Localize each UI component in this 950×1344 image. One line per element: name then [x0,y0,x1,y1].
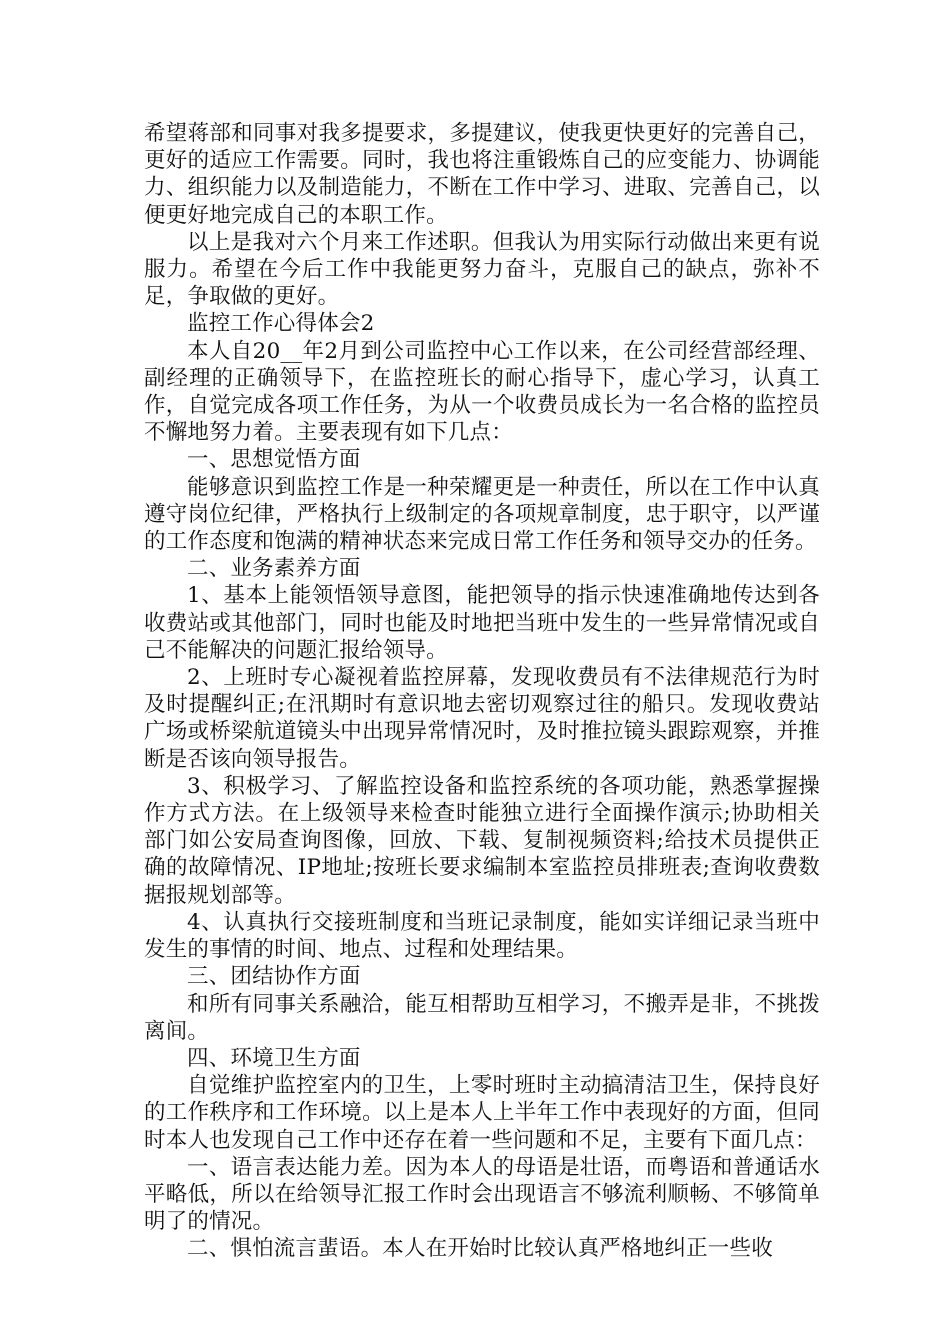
paragraph-2: 以上是我对六个月来工作述职。但我认为用实际行动做出来更有说服力。希望在今后工作中我能更努力奋斗，克服自己的缺点，弥补不足，争取做的更好。 [144,229,820,310]
section-title: 监控工作心得体会2 [187,311,375,337]
paragraph-item-4: 4、认真执行交接班制度和当班记录制度，能如实详细记录当班中发生的事情的时间、地点、过程和处理结果。 [144,909,820,963]
paragraph-issue-2: 二、惧怕流言蜚语。本人在开始时比较认真严格地纠正一些收 [187,1236,773,1262]
heading-professional: 二、业务素养方面 [187,556,361,582]
paragraph-item-2: 2、上班时专心凝视着监控屏幕，发现收费员有不法律规范行为时及时提醒纠正;在汛期时有意识地去密切观察过往的船只。发现收费站广场或桥梁航道镜头中出现异常情况时，及时推拉镜头跟踪观察，并推断是否该向领导报告。 [144,665,820,772]
heading-teamwork: 三、团结协作方面 [187,964,361,990]
paragraph-item-3: 3、积极学习、了解监控设备和监控系统的各项功能，熟悉掌握操作方式方法。在上级领导来检查时能独立进行全面操作演示;协助相关部门如公安局查询图像，回放、下载、复制视频资料;给技术员提供正确的故障情况、IP地址;按班长要求编制本室监控员排班表;查询收费数据报规划部等。 [144,773,820,908]
heading-ideology: 一、思想觉悟方面 [187,447,361,473]
paragraph-ideology: 能够意识到监控工作是一种荣耀更是一种责任，所以在工作中认真遵守岗位纪律，严格执行上级制定的各项规章制度，忠于职守，以严谨的工作态度和饱满的精神状态来完成日常工作任务和领导交办的任务。 [144,474,820,555]
paragraph-1: 希望蒋部和同事对我多提要求，多提建议，使我更快更好的完善自己，更好的适应工作需要。同时，我也将注重锻炼自己的应变能力、协调能力、组织能力以及制造能力，不断在工作中学习、进取、完善自己，以便更好地完成自己的本职工作。 [144,121,820,228]
paragraph-teamwork: 和所有同事关系融洽，能互相帮助互相学习，不搬弄是非，不挑拨离间。 [144,991,820,1044]
paragraph-hygiene: 自觉维护监控室内的卫生，上零时班时主动搞清洁卫生，保持良好的工作秩序和工作环境。以上是本人上半年工作中表现好的方面，但同时本人也发现自己工作中还存在着一些问题和不足，主要有下面几点： [144,1073,820,1153]
document-page [144,120,820,1263]
paragraph-issue-1: 一、语言表达能力差。因为本人的母语是壮语，而粤语和普通话水平略低，所以在给领导汇报工作时会出现语言不够流利顺畅、不够简单明了的情况。 [144,1154,820,1235]
paragraph-intro: 本人自20__年2月到公司监控中心工作以来，在公司经营部经理、副经理的正确领导下，在监控班长的耐心指导下，虚心学习，认真工作，自觉完成各项工作任务，为从一个收费员成长为一名合格的监控员不懈地努力着。主要表现有如下几点： [144,338,820,446]
paragraph-item-1: 1、基本上能领悟领导意图，能把领导的指示快速准确地传达到各收费站或其他部门，同时也能及时地把当班中发生的一些异常情况或自己不能解决的问题汇报给领导。 [144,583,820,663]
heading-hygiene: 四、环境卫生方面 [187,1045,361,1071]
